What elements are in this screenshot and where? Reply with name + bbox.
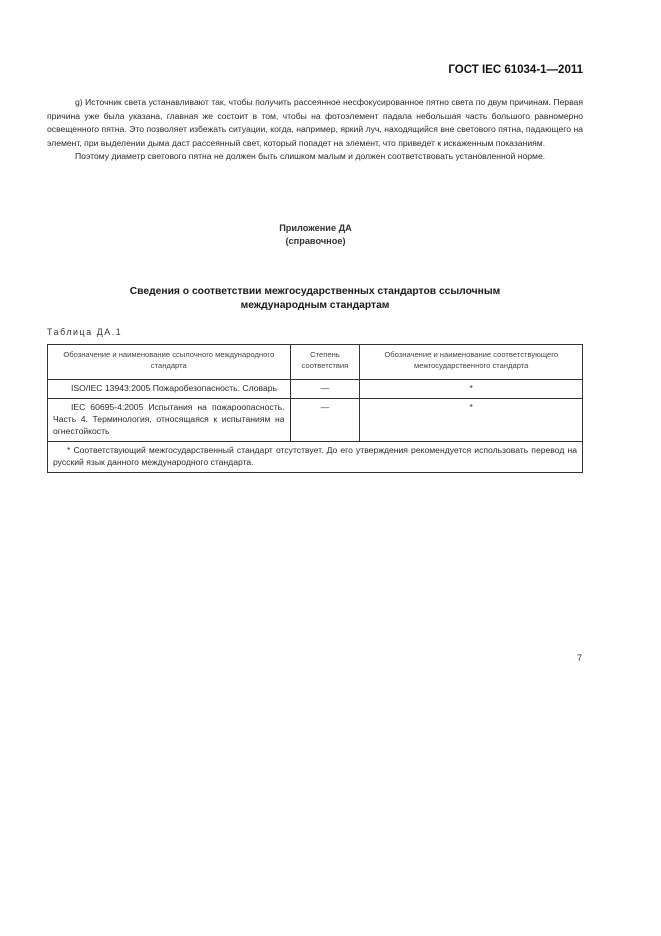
header-international-standard: Обозначение и наименование ссылочного международного стандарта (48, 345, 291, 380)
table-header-row (48, 345, 583, 380)
interstate-standard: * (360, 399, 583, 442)
body-text (47, 96, 583, 164)
table-label: Таблица ДА.1 (47, 327, 123, 337)
degree-value: — (290, 380, 360, 399)
table-row (48, 380, 583, 399)
annex-title-block (0, 222, 631, 248)
annex-heading-line-1: Сведения о соответствии межгосударственных стандартов ссылочным (129, 286, 501, 297)
annex-title: Приложение ДА (279, 223, 352, 233)
standard-name: IEC 60695-4:2005 Испытания на пожароопасность. Часть 4. Терминология, относящаяся к испытаниям на огнестойкость (48, 399, 291, 442)
annex-heading-line-2: международным стандартам (240, 300, 390, 311)
degree-value: — (290, 399, 360, 442)
standards-table (47, 344, 583, 473)
table-footnote-row (48, 442, 583, 473)
document-header: ГОСТ IEC 61034-1—2011 (448, 64, 583, 76)
page-number: 7 (577, 653, 583, 663)
paragraph-g: g) Источник света устанавливают так, чтобы получить рассеянное несфокусированное пятно света по двум причинам. Первая причина уже была указана, главная же состоит в том, чтобы на фотоэлемент падала небольшая часть большого равномерно освещенного пятна. Это позволяет избежать ситуации, когда, например, яркий луч, находящийся вне светового пятна, падающего на элемент, при выделении дыма даст рассеянный свет, который попадет на элемент, что приведет к искаженным показаниям. (47, 97, 583, 148)
table-footnote: * Соответствующий межгосударственный стандарт отсутствует. До его утверждения рекомендуется использовать перевод на русский язык данного международного стандарта. (48, 442, 583, 473)
paragraph-light-spot: Поэтому диаметр светового пятна не должен быть слишком малым и должен соответствовать установленной норме. (75, 151, 546, 161)
annex-subtitle: (справочное) (285, 236, 346, 246)
annex-heading (47, 285, 583, 313)
interstate-standard: * (360, 380, 583, 399)
header-degree: Степень соответствия (290, 345, 360, 380)
header-interstate-standard: Обозначение и наименование соответствующего межгосударственного стандарта (360, 345, 583, 380)
table-row (48, 399, 583, 442)
standard-name: ISO/IEC 13943:2005 Пожаробезопасность. Словарь (48, 380, 291, 399)
